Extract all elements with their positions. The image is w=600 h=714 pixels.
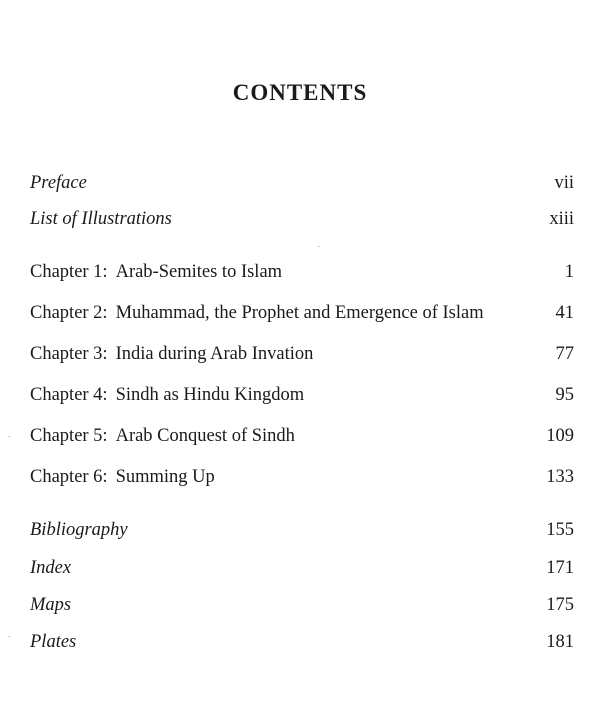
toc-entry-page: 77 bbox=[555, 344, 574, 364]
toc-entry-bibliography bbox=[30, 517, 574, 543]
toc-entry-page: vii bbox=[554, 173, 574, 193]
chapter-title: Sindh as Hindu Kingdom bbox=[115, 385, 305, 405]
toc-entry-page: 41 bbox=[555, 303, 574, 323]
chapter-title: Summing Up bbox=[115, 467, 215, 487]
chapter-title: Muhammad, the Prophet and Emergence of Islam bbox=[115, 303, 484, 323]
toc-entry-page: 133 bbox=[546, 467, 574, 487]
toc-entry-index bbox=[30, 555, 574, 581]
toc-entry-page: xiii bbox=[549, 209, 574, 229]
toc-entry-chapter-2 bbox=[30, 300, 574, 326]
toc-entry-preface bbox=[30, 170, 574, 196]
chapter-number: Chapter 4: bbox=[30, 385, 108, 405]
chapter-number: Chapter 1: bbox=[30, 262, 108, 282]
toc-entry-page: 95 bbox=[555, 385, 574, 405]
toc-entry-chapter-5 bbox=[30, 423, 574, 449]
toc-entry-label: Index bbox=[30, 558, 72, 578]
toc-entry-label: Bibliography bbox=[30, 520, 128, 540]
toc-entry-page: 1 bbox=[564, 262, 574, 282]
toc-entry-label: List of Illustrations bbox=[30, 209, 172, 229]
toc-entry-label: Preface bbox=[30, 173, 87, 193]
page-title: CONTENTS bbox=[232, 80, 368, 105]
chapter-number: Chapter 3: bbox=[30, 344, 108, 364]
chapter-number: Chapter 5: bbox=[30, 426, 108, 446]
scan-speck bbox=[8, 636, 10, 637]
toc-entry-maps bbox=[30, 592, 574, 618]
scan-speck bbox=[8, 436, 10, 437]
toc-entry-page: 109 bbox=[546, 426, 574, 446]
toc-entry-chapter-4 bbox=[30, 382, 574, 408]
toc-entry-page: 181 bbox=[546, 632, 574, 652]
chapter-title: Arab-Semites to Islam bbox=[115, 262, 283, 282]
toc-entry-chapter-3 bbox=[30, 341, 574, 367]
chapter-title: Arab Conquest of Sindh bbox=[115, 426, 295, 446]
toc-entry-list-of-illustrations bbox=[30, 206, 574, 232]
toc-entry-chapter-6 bbox=[30, 464, 574, 490]
toc-entry-plates bbox=[30, 629, 574, 655]
toc-entry-label: Plates bbox=[30, 632, 77, 652]
toc-entry-chapter-1 bbox=[30, 259, 574, 285]
chapter-title: India during Arab Invation bbox=[115, 344, 314, 364]
toc-entry-page: 155 bbox=[546, 520, 574, 540]
toc-entry-page: 171 bbox=[546, 558, 574, 578]
toc-entry-page: 175 bbox=[546, 595, 574, 615]
chapter-number: Chapter 2: bbox=[30, 303, 108, 323]
toc-entry-label: Maps bbox=[30, 595, 72, 615]
chapter-number: Chapter 6: bbox=[30, 467, 108, 487]
scan-speck bbox=[318, 246, 320, 247]
